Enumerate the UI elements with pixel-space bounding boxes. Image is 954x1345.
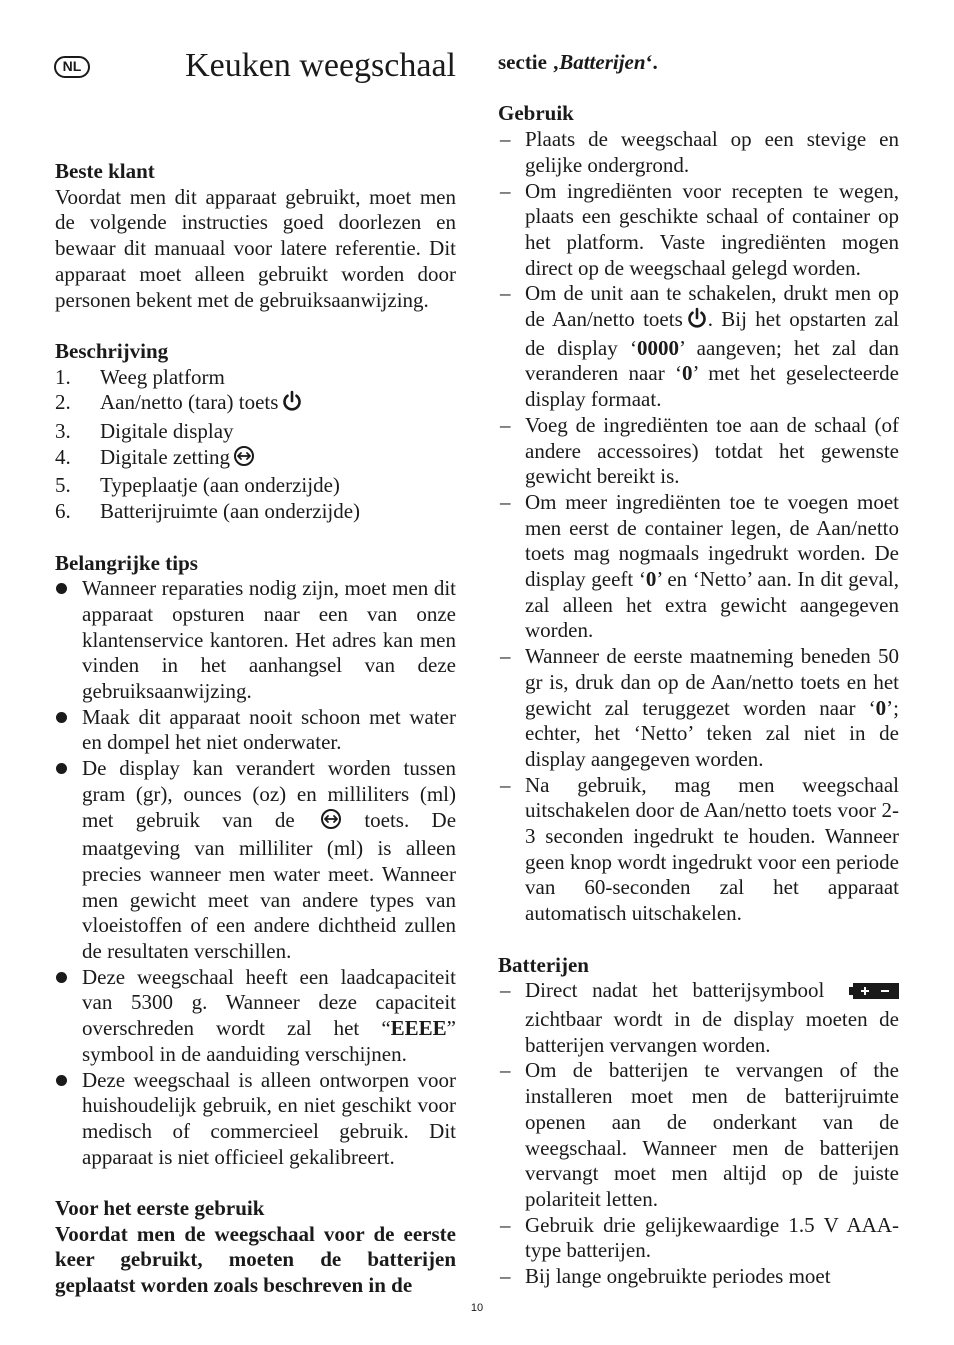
first-use-continuation: sectie ‚Batterijen‘. xyxy=(498,50,658,74)
tips-list xyxy=(55,576,456,1170)
list-item: 4. Digitale zetting xyxy=(55,445,456,474)
usage-list xyxy=(498,127,899,927)
description-list xyxy=(55,365,456,525)
page-title: Keuken weegschaal xyxy=(185,47,456,84)
list-item: Deze weegschaal is alleen ontworpen voor huishoudelijk gebruik, en niet geschikt voor medisch of commercieel gebruik. Dit apparaat is niet officieel gekalibreert. xyxy=(55,1068,456,1171)
list-item: Deze weegschaal heeft een laadcapaciteit van 5300 g. Wanneer deze capaciteit overschreden wordt zal het “EEEE” symbool in de aanduiding verschijnen. xyxy=(55,965,456,1068)
bullet-icon xyxy=(56,1075,67,1086)
batteries-heading: Batterijen xyxy=(498,952,589,977)
list-item: Maak dit apparaat nooit schoon met water en dompel het niet onderwater. xyxy=(55,705,456,756)
list-item: – Na gebruik, mag men weegschaal uitschakelen door de Aan/netto toets voor 2-3 seconden ingedrukt te houden. Wanneer geen knop wordt ingedrukt voor een periode van 60-seconden zal het apparaat automatisch uitschakelen. xyxy=(500,772,899,926)
list-item: 3. Digitale display xyxy=(55,419,234,444)
intro-heading: Beste klant xyxy=(55,159,155,183)
bullet-icon xyxy=(56,972,67,983)
power-icon xyxy=(281,390,303,419)
list-item: – Wanneer de eerste maatneming beneden 50 gr is, druk dan op de Aan/netto toets en het gewicht zal teruggezet worden naar ‘0’; echter, het ‘Netto’ teken zal niet in de display aangegeven worden. xyxy=(500,644,899,771)
list-item: – Om de unit aan te schakelen, drukt men op de Aan/netto toets . Bij het opstarten zal de display ‘0000’ aangeven; het zal dan veranderen naar ‘0’ met het geselecteerde display formaat. xyxy=(500,281,899,412)
list-item: – Om ingrediënten voor recepten te wegen, plaats een geschikte schaal of container op het platform. Vaste ingrediënten mogen direct op de weegschaal gelegd worden. xyxy=(500,178,899,280)
bullet-icon xyxy=(56,583,67,594)
unit-switch-icon xyxy=(320,808,342,837)
list-item: De display kan verandert worden tussen gram (gr), ounces (oz) en milliliters (ml) met gebruik van de toets. De maatgeving van milliliter (ml) is alleen precies wanneer men water meet. Wanneer men gewicht meet van andere types van vloeistoffen of een andere dichtheid zullen de resultaten verschillen. xyxy=(55,756,456,965)
language-badge: NL xyxy=(54,56,90,78)
list-item: – Plaats de weegschaal op een stevige en gelijke ondergrond. xyxy=(500,127,899,177)
right-column xyxy=(498,50,899,1290)
power-icon xyxy=(686,307,708,336)
list-item: – Gebruik drie gelijkewaardige 1.5 V AAA-type batterijen. xyxy=(500,1212,899,1263)
unit-switch-icon xyxy=(233,445,255,474)
list-item: – Bij lange ongebruikte periodes moet xyxy=(500,1264,831,1289)
list-item: 1. Weeg platform xyxy=(55,364,225,389)
list-item: 5. Typeplaatje (aan onderzijde) xyxy=(55,473,340,498)
battery-icon xyxy=(849,981,899,1007)
list-item: – Om de batterijen te vervangen of the installeren moet men de batterijruimte openen aan de onderkant van de weegschaal. Wanneer men de batterijen vervangt moet men altijd op de juiste polariteit letten. xyxy=(500,1058,899,1211)
description-heading: Beschrijving xyxy=(55,338,169,363)
tips-heading: Belangrijke tips xyxy=(55,550,198,575)
list-item: Wanneer reparaties nodig zijn, moet men dit apparaat opsturen naar een van onze klantenservice kantoren. Het adres kan men vinden in het aanhangsel van deze gebruiksaanwijzing. xyxy=(55,576,456,705)
bullet-icon xyxy=(56,763,67,774)
page-number: 10 xyxy=(470,1302,484,1314)
first-use-body: Voordat men de weegschaal voor de eerste keer gebruikt, moeten de batterijen geplaatst worden zoals beschreven in de xyxy=(55,1221,456,1298)
list-item: 2. Aan/netto (tara) toets xyxy=(55,390,456,419)
bullet-icon xyxy=(56,712,67,723)
batteries-list xyxy=(498,978,899,1289)
usage-heading: Gebruik xyxy=(498,101,574,126)
first-use-heading: Voor het eerste gebruik xyxy=(55,1196,265,1221)
list-item: – Voeg de ingrediënten toe aan de schaal (of andere accessoires) totdat het gewenste gewicht bereikt is. xyxy=(500,412,899,489)
list-item: – Direct nadat het batterijsymbool zichtbaar wordt in de display moeten de batterijen vervangen worden. xyxy=(500,978,899,1057)
list-item: – Om meer ingrediënten toe te voegen moet men eerst de container legen, de Aan/netto toets mag nogmaals ingedrukt worden. De display geeft ‘0’ en ‘Netto’ aan. In dit geval, zal alleen het extra gewicht aangegeven worden. xyxy=(500,489,899,643)
intro-body: Voordat men dit apparaat gebruikt, moet men de volgende instructies goed doorlezen en bewaar dit manuaal voor latere referentie. Dit apparaat moet alleen gebruikt worden door personen bekent met de gebruiksaanwijzing. xyxy=(55,184,456,312)
list-item: 6. Batterijruimte (aan onderzijde) xyxy=(55,499,361,524)
left-column xyxy=(55,159,456,1299)
